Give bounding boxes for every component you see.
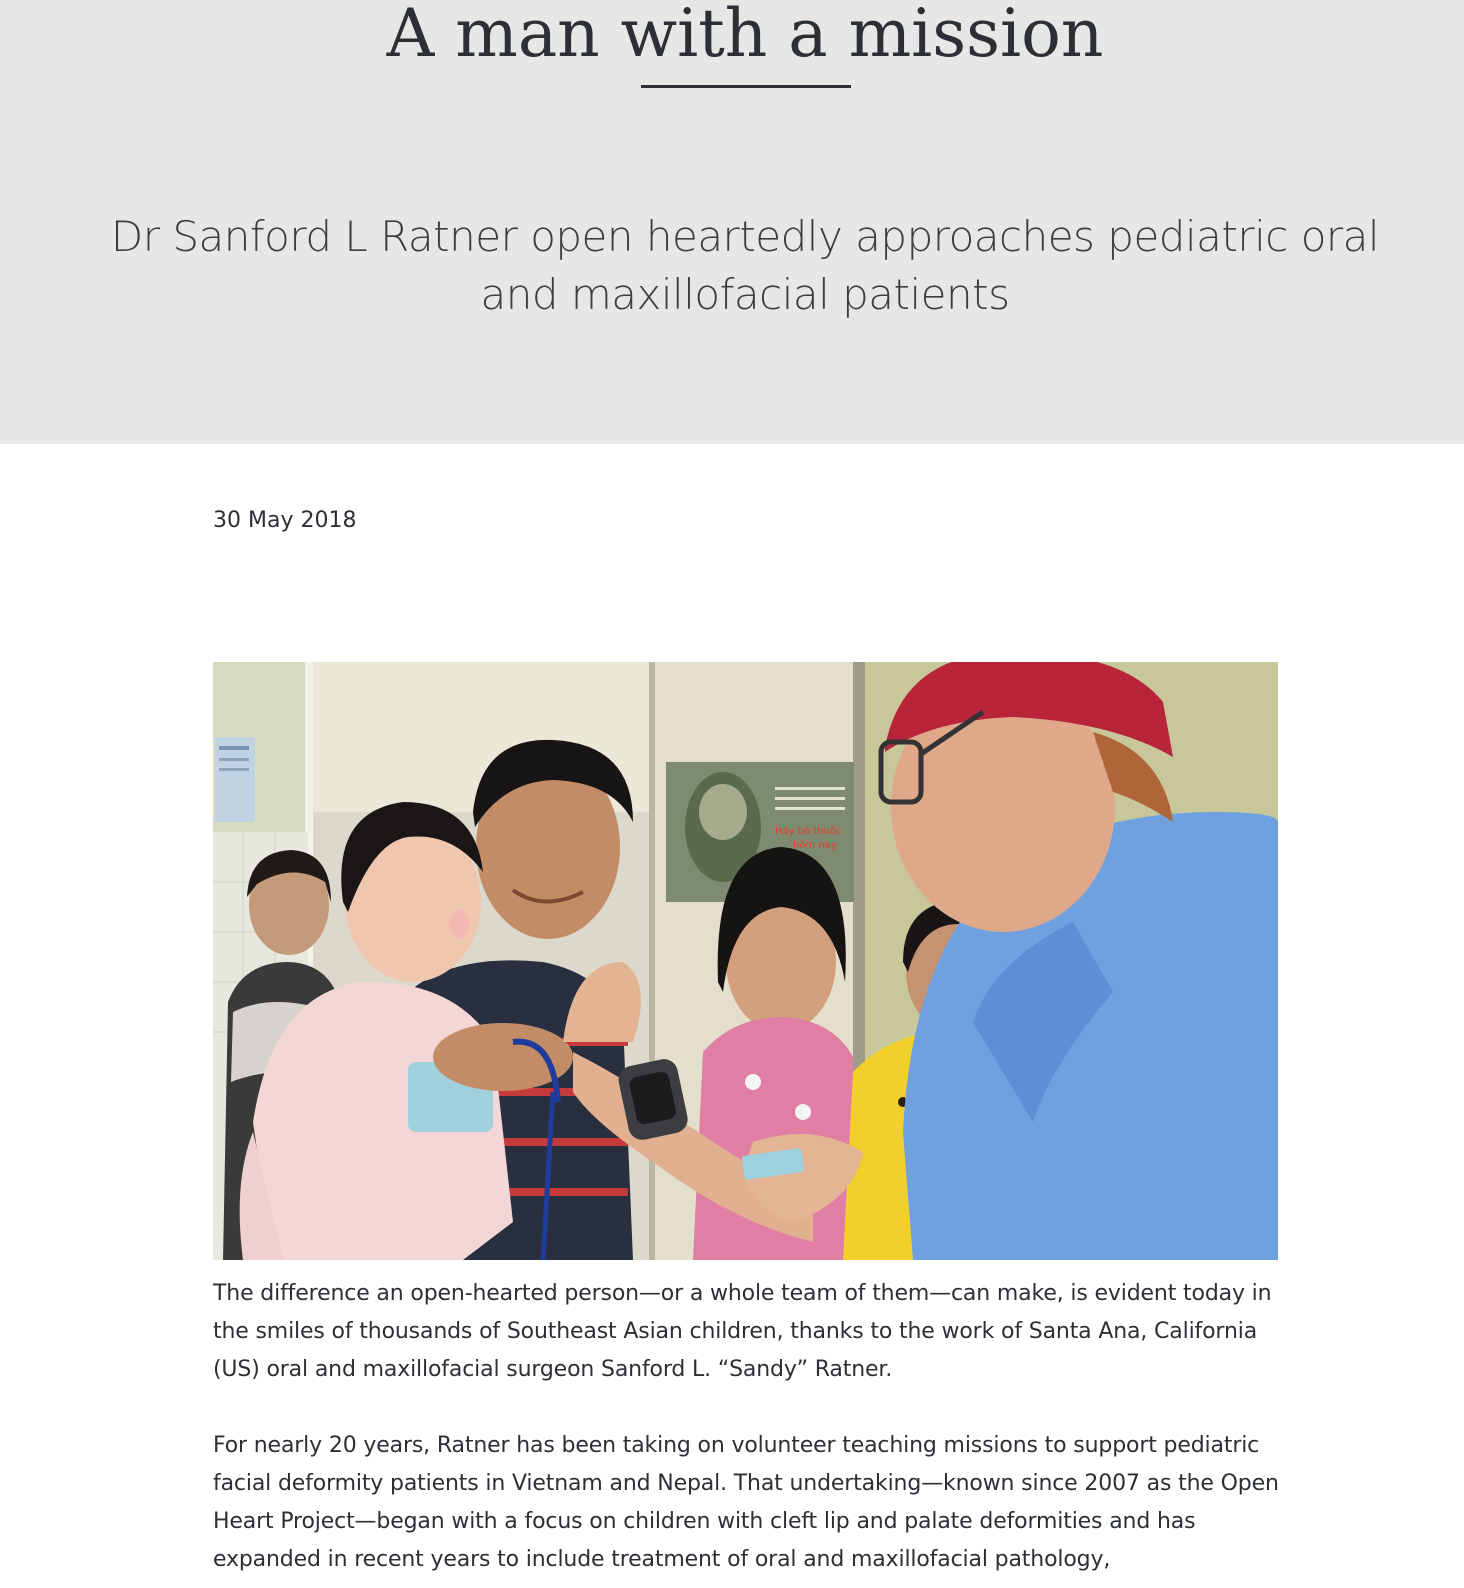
article-paragraph-2: For nearly 20 years, Ratner has been taking on volunteer teaching missions to support pediatric facial deformity patients in Vietnam and Nepal. That undertaking—known since 2007 as the Open Heart Project—began with a focus on children with cleft lip and palate deformities and has expanded in recent years to include treatment of oral and maxillofacial pathology, (213, 1433, 1279, 1572)
article-subtitle: Dr Sanford L Ratner open heartedly approaches pediatric oral and maxillofacial patients (110, 212, 1380, 319)
article-date: 30 May 2018 (213, 508, 357, 533)
title-underline (641, 85, 851, 88)
article-paragraph-1: The difference an open-hearted person—or a whole team of them—can make, is evident today in the smiles of thousands of Southeast Asian children, thanks to the work of Santa Ana, California (US) oral and maxillofacial surgeon Sanford L. “Sandy” Ratner. (213, 1281, 1272, 1382)
article-title: A man with a mission (386, 0, 1104, 72)
poster-text-line-2: hôm nay (793, 840, 837, 851)
article-photo (213, 662, 1278, 1260)
article-header (0, 0, 1464, 444)
poster-text-line-1: Hãy bỏ thuốc (775, 826, 842, 837)
